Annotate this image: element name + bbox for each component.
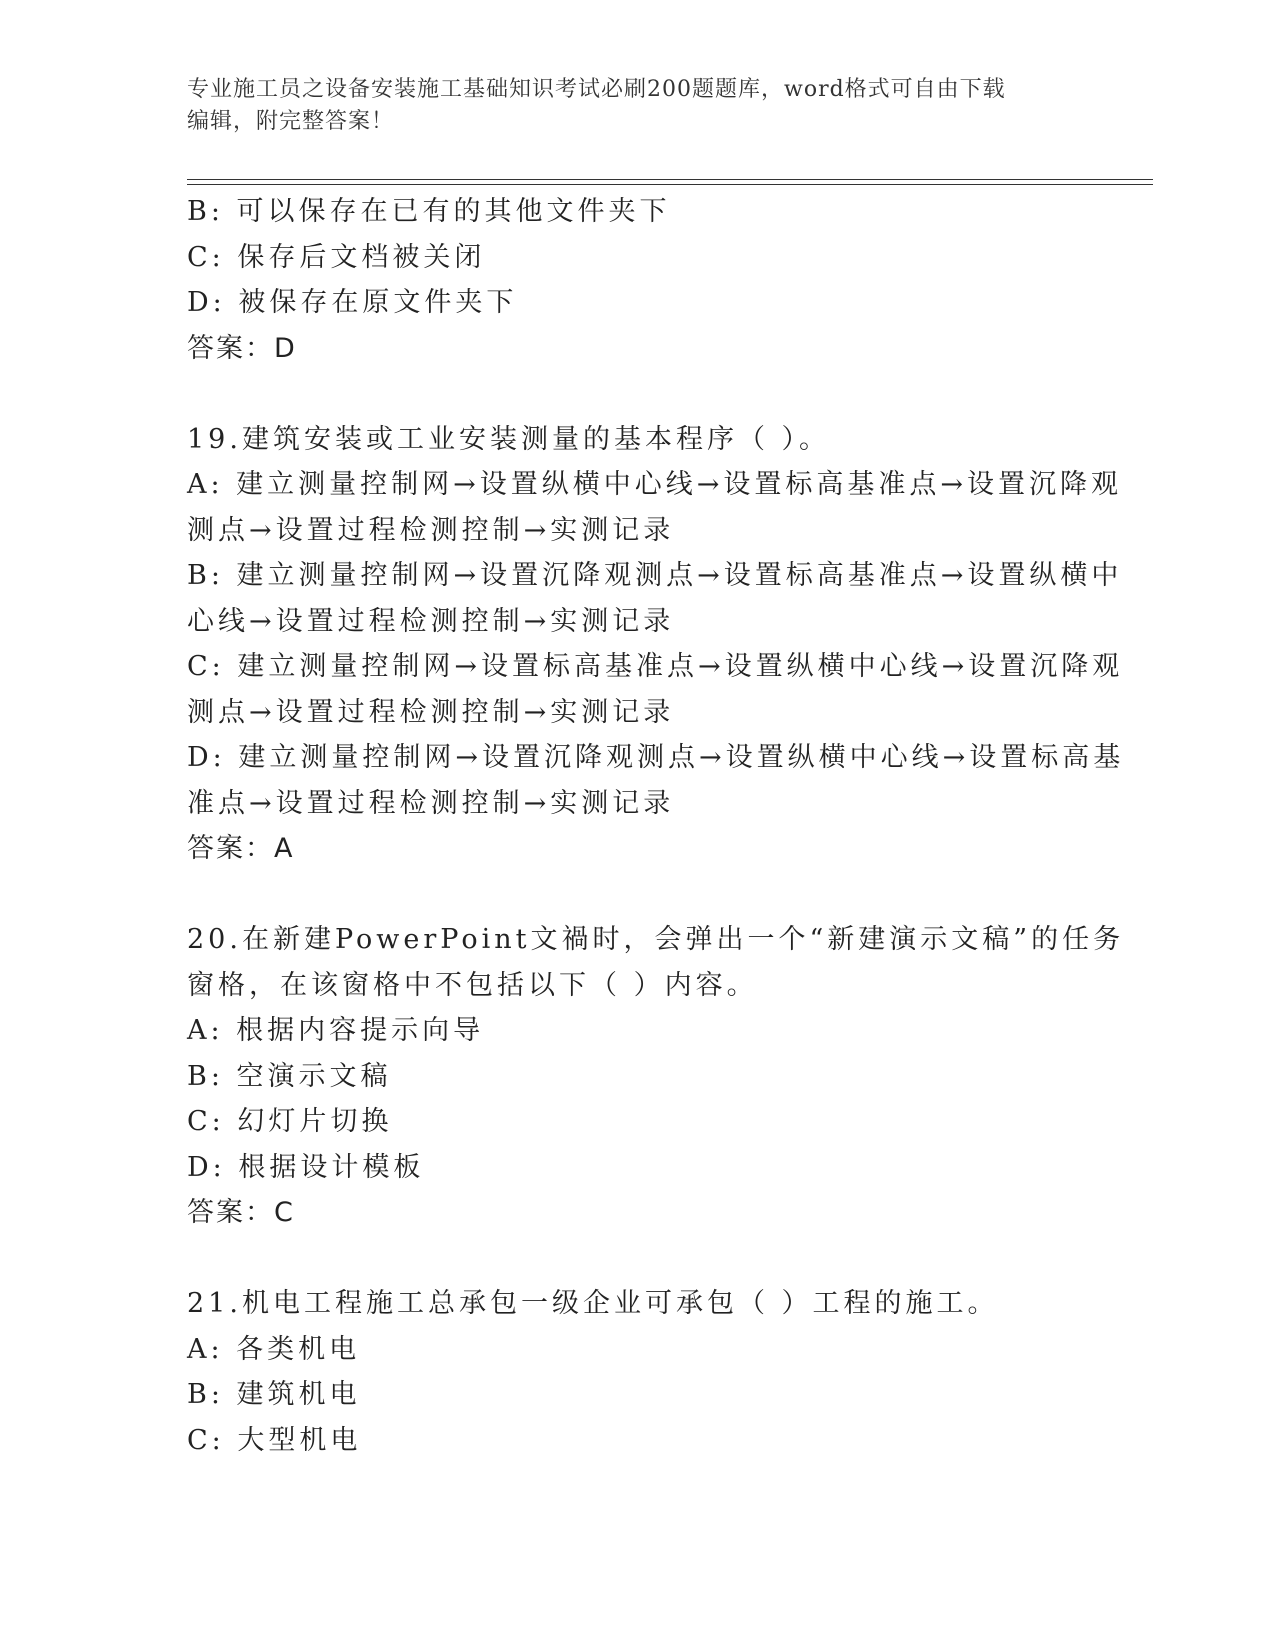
previous-question-block: [187, 189, 1087, 371]
question-21-block: [187, 1281, 1087, 1463]
header-title-line-2: 编辑，附完整答案！: [187, 109, 395, 134]
option-b-line-1: B: 建立测量控制网→设置沉降观测点→设置标高基准点→设置纵横中: [187, 560, 1123, 591]
question-list: [187, 189, 1125, 1463]
option-c: C: 幻灯片切换: [187, 1106, 393, 1137]
option-c-line-2: 测点→设置过程检测控制→实测记录: [187, 696, 675, 728]
header-divider-bottom: [187, 184, 1153, 185]
option-a-line-2: 测点→设置过程检测控制→实测记录: [187, 514, 675, 546]
answer-line: 答案：D: [187, 332, 297, 364]
header-title-line-1: 专业施工员之设备安装施工基础知识考试必刷200题题库，word格式可自由下载: [187, 77, 1006, 102]
question-20-block: [187, 917, 1125, 1236]
spacer: [187, 1236, 1087, 1282]
question-21-stem: 21.机电工程施工总承包一级企业可承包（ ）工程的施工。: [187, 1288, 999, 1319]
header-divider-top: [187, 179, 1153, 180]
option-a-line-1: A: 建立测量控制网→设置纵横中心线→设置标高基准点→设置沉降观: [187, 469, 1123, 500]
option-b: B: 建筑机电: [187, 1379, 361, 1410]
option-a: A: 根据内容提示向导: [187, 1015, 485, 1046]
option-d-line-2: 准点→设置过程检测控制→实测记录: [187, 787, 675, 819]
question-19-stem: 19.建筑安装或工业安装测量的基本程序（ ）。: [187, 423, 831, 455]
option-d: D: 被保存在原文件夹下: [187, 287, 518, 318]
option-d: D: 根据设计模板: [187, 1151, 425, 1183]
question-20-stem-line-1: 20.在新建PowerPoint文禍时，会弹出一个“新建演示文稿”的任务: [187, 924, 1125, 955]
option-c-line-1: C: 建立测量控制网→设置标高基准点→设置纵横中心线→设置沉降观: [187, 651, 1124, 682]
spacer: [187, 371, 1087, 417]
question-20-stem-line-2: 窗格，在该窗格中不包括以下（ ）内容。: [187, 969, 758, 1001]
spacer: [187, 872, 1087, 918]
answer-line: 答案：C: [187, 1197, 295, 1228]
option-a: A: 各类机电: [187, 1333, 361, 1365]
option-c: C: 保存后文档被关闭: [187, 241, 486, 273]
option-b: B: 空演示文稿: [187, 1060, 392, 1092]
question-19-block: [187, 417, 1125, 872]
option-c: C: 大型机电: [187, 1424, 362, 1456]
answer-line: 答案：A: [187, 833, 295, 864]
document-header: [187, 74, 1087, 138]
option-b-line-2: 心线→设置过程检测控制→实测记录: [187, 605, 675, 637]
option-b: B: 可以保存在已有的其他文件夹下: [187, 196, 671, 227]
option-d-line-1: D: 建立测量控制网→设置沉降观测点→设置纵横中心线→设置标高基: [187, 742, 1125, 773]
